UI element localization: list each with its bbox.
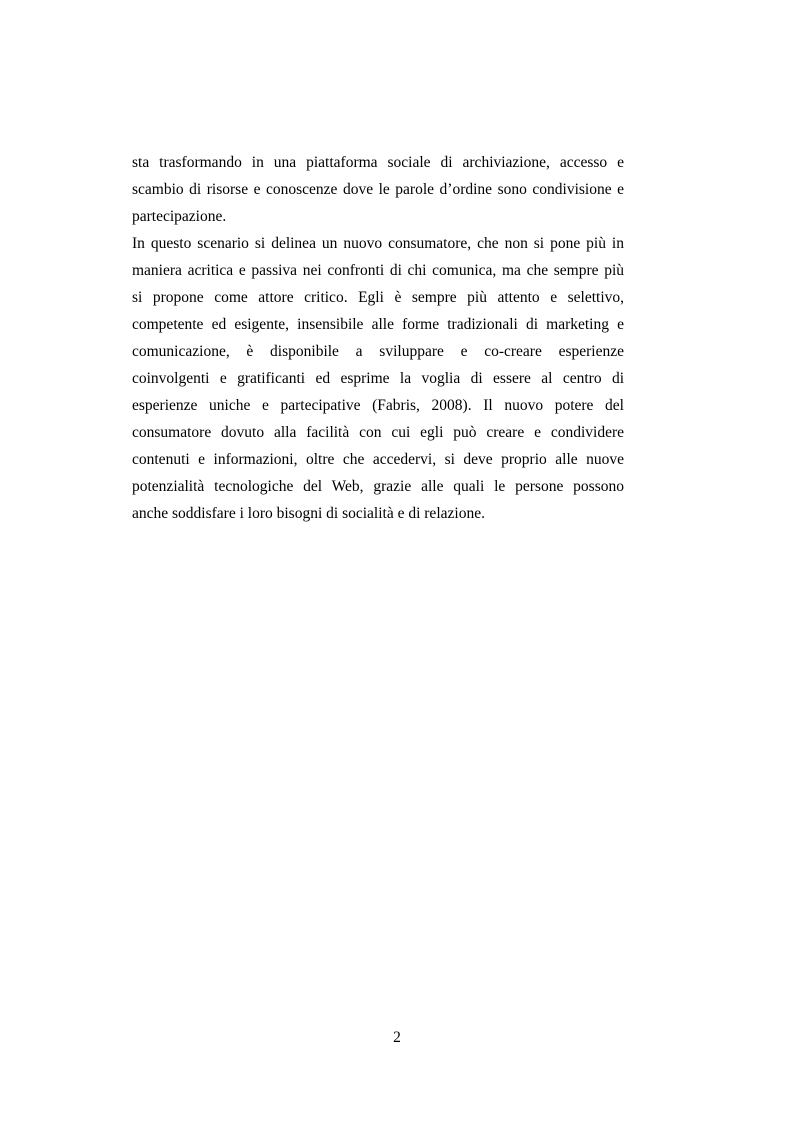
text-line: scambio di risorse e conoscenze dove le parole d’ordine sono condivisione e [132,181,624,198]
text-line: si propone come attore critico. Egli è sempre più attento e selettivo, [132,289,624,306]
text-line: consumatore dovuto alla facilità con cui egli può creare e condividere [132,424,624,441]
text-line: coinvolgenti e gratificanti ed esprime la voglia di essere al centro di [132,370,624,387]
text-line: anche soddisfare i loro bisogni di socialità e di relazione. [132,505,485,522]
text-line: contenuti e informazioni, oltre che accedervi, si deve proprio alle nuove [132,451,624,468]
text-line: competente ed esigente, insensibile alle forme tradizionali di marketing e [132,316,624,333]
text-line: potenzialità tecnologiche del Web, grazie alle quali le persone possono [132,478,624,495]
text-line: sta trasformando in una piattaforma sociale di archiviazione, accesso e [132,154,624,171]
page-number: 2 [393,1029,401,1046]
text-line: In questo scenario si delinea un nuovo consumatore, che non si pone più in [132,235,624,252]
body-text [132,149,624,527]
text-line: partecipazione. [132,208,227,225]
text-line: maniera acritica e passiva nei confronti di chi comunica, ma che sempre più [132,262,624,279]
text-line: esperienze uniche e partecipative (Fabris, 2008). Il nuovo potere del [132,397,624,414]
text-line: comunicazione, è disponibile a sviluppare e co-creare esperienze [132,343,624,360]
